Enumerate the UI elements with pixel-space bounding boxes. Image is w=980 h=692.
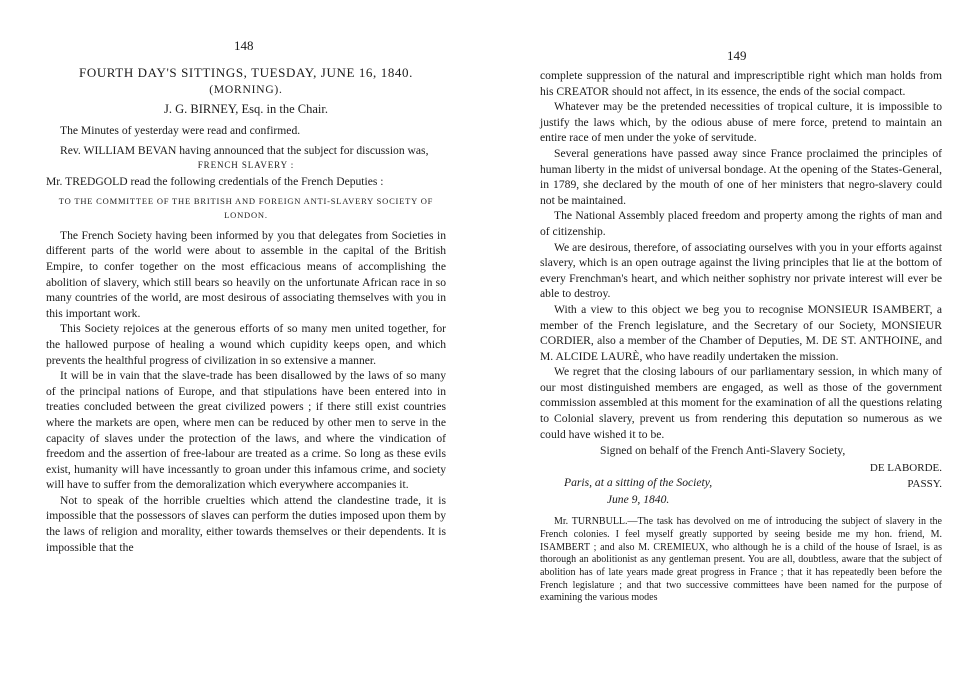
paragraph: complete suppression of the natural and imprescriptible right which man holds from his CREATOR should not affect, in its essence, the ends of the social compact. bbox=[540, 69, 942, 98]
paragraph: Several generations have passed away since France proclaimed the principles of human liberty in the midst of universal bondage. At the opening of the States-General, in 1789, she declared by the mouth of one of her ministers that negro-slavery could not be maintained. bbox=[540, 146, 942, 207]
signer-laborde: DE LABORDE. bbox=[869, 462, 942, 475]
page-body bbox=[46, 64, 446, 555]
signer-passy: PASSY. bbox=[907, 478, 942, 491]
paragraph: We are desirous, therefore, of associating ourselves with you in your efforts against slavery, which is an open outrage against the living principles that lie at the bottom of every Frenchman's heart, and which neither sophistry nor private interest will ever be able to destroy. bbox=[540, 240, 942, 301]
signed-line: Signed on behalf of the French Anti-Slavery Society, bbox=[600, 444, 846, 458]
paragraph: Not to speak of the horrible cruelties which attend the clandestine trade, it is impossible that the possessors of slaves can perform the duties imposed upon them by the laws of religion and morality, either towards themselves or their dependents. It is impossible that the bbox=[46, 493, 446, 554]
place-date bbox=[564, 474, 712, 508]
session-label: (MORNING). bbox=[209, 84, 283, 96]
paragraph: The National Assembly placed freedom and property among the rights of man and of citizenship. bbox=[540, 209, 942, 238]
credentials-line: Mr. TREDGOLD read the following credentials of the French Deputies : bbox=[46, 175, 384, 189]
paragraph: The French Society having been informed by you that delegates from Societies in different parts of the world were about to assemble in the capital of the British Empire, to confer together on the most efficacious means of accomplishing the abolition of slavery, which still bears so heavily on the unfortunate African race in so many countries of the world, are most desirous of associating themselves with you in this important work. bbox=[46, 228, 446, 320]
minutes-line: The Minutes of yesterday were read and confirmed. bbox=[60, 124, 301, 137]
paragraph: This Society rejoices at the generous efforts of so many men united together, for the hallowed purpose of healing a wound which cupidity keeps open, and which prevents the healthful progress of civilization in so extensive a manner. bbox=[46, 322, 446, 367]
page-number: 149 bbox=[727, 48, 747, 63]
subject-heading: FRENCH SLAVERY : bbox=[197, 160, 295, 171]
paragraph: Whatever may be the pretended necessities of tropical culture, it is impossible to justify the laws which, by the odious abuse of mere force, pretend to maintain an entire race of men under the yoke of servitude. bbox=[540, 100, 942, 145]
paragraph: With a view to this object we beg you to recognise MONSIEUR ISAMBERT, a member of the French legislature, and the Secretary of our Society, MONSIEUR CORDIER, also a member of the Chamber of Deputies, M. DE ST. ANTHOINE, and M. ALCIDE LAURÈ, who have readily undertaken the mission. bbox=[540, 302, 942, 363]
page-body bbox=[540, 68, 942, 605]
turnbull-speech: Mr. TURNBULL.—The task has devolved on me of introducing the subject of slavery in the French colonies. I feel myself greatly supported by seeing beside me my hon. friend, M. ISAMBERT ; and also M. CREMIEUX, who although he is a child of the house of Israel, is as thorough an abolitionist as any gentleman present. You are all, doubtless, aware that the subject of abolition has of late years made great progress in France ; that it has repeatedly been before the French legislature ; and that two successive committees have been named for the purpose of examining the various modes bbox=[540, 516, 942, 604]
place-line: Paris, at a sitting of the Society, bbox=[564, 476, 713, 490]
address-heading: TO THE COMMITTEE OF THE BRITISH AND FOREIGN ANTI-SLAVERY SOCIETY OF LONDON. bbox=[58, 195, 434, 220]
signer-names bbox=[870, 460, 942, 492]
chair-line: J. G. BIRNEY, Esq. in the Chair. bbox=[163, 102, 328, 116]
paragraph: It will be in vain that the slave-trade has been disallowed by the laws of so many of the principal nations of Europe, and that stipulations have been entered into in treaties concluded between the great civilized powers ; if there still exist countries where the markets are open, where men can be reduced by other men to serve in the capacity of slaves under the protection of the laws, and where the vindication of freedom and the assertion of free-labour are treated as a crime. So long as these evils exist, humanity will have incessantly to groan under this infamous crime, and society will have to suffer from the demoralization which everywhere accompanies it. bbox=[46, 369, 446, 492]
announcement: Rev. WILLIAM BEVAN having announced that the subject for discussion was, bbox=[60, 143, 429, 157]
paragraph: We regret that the closing labours of our parliamentary session, in which many of our most distinguished members are engaged, as well as those of the government commission assembled at this moment for the examination of all the questions relating to Colonial slavery, prevent us from rendering this deputation so numerous as we could have wished it to be. bbox=[540, 365, 942, 441]
date-line: June 9, 1840. bbox=[606, 493, 670, 507]
sitting-title: FOURTH DAY'S SITTINGS, TUESDAY, JUNE 16, 1840. bbox=[79, 65, 413, 80]
page-number: 148 bbox=[234, 38, 254, 53]
signature-block bbox=[540, 444, 942, 516]
